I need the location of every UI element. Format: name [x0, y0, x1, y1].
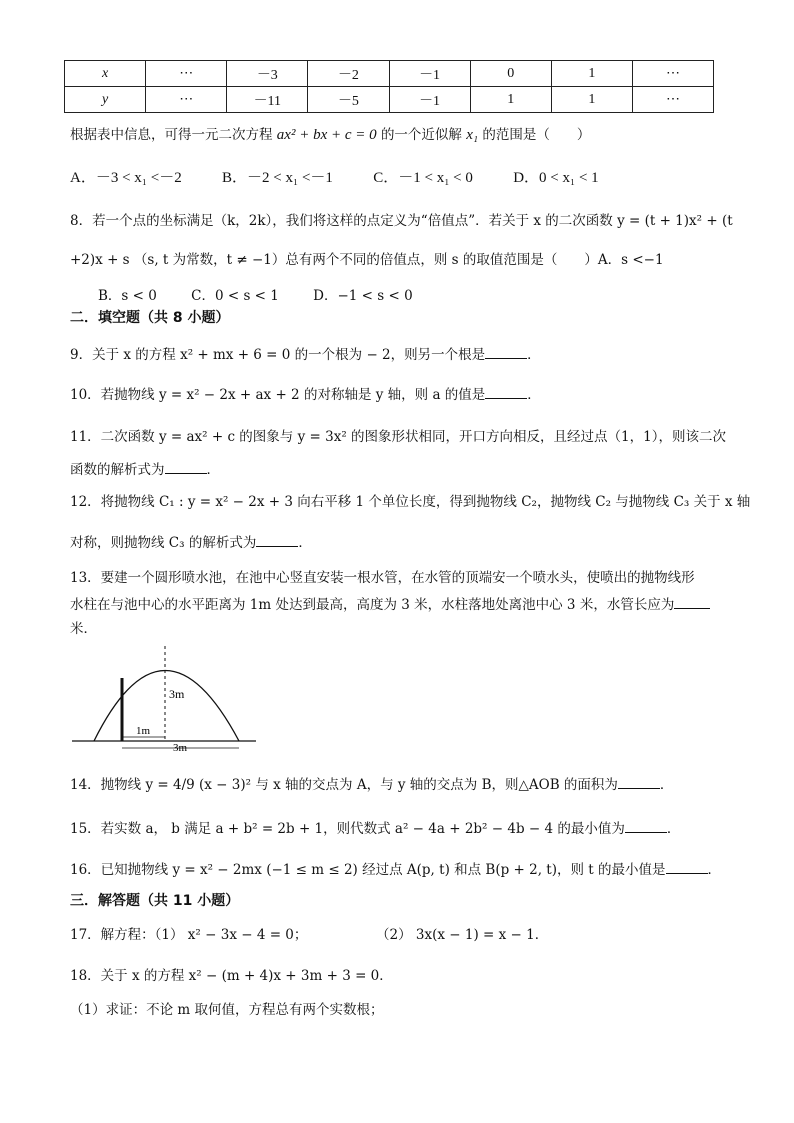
- height-label: 3m: [169, 687, 185, 701]
- section-heading: 二．填空题（共 8 小题）: [70, 310, 230, 326]
- q12-line1: 12．将抛物线 C₁ : y = x² − 2x + 3 向右平移 1 个单位长度，得到抛物线 C₂，抛物线 C₂ 与抛物线 C₃ 关于 x 轴: [70, 494, 751, 510]
- q15: 15．若实数 a， b 满足 a + b² = 2b + 1，则代数式 a² − 4a + 2b² − 4b − 4 的最小值为 ．: [70, 821, 681, 837]
- table-cell: ⋯: [632, 87, 713, 113]
- table-cell: 1: [470, 87, 551, 113]
- option-b[interactable]: B．s < 0: [98, 288, 157, 304]
- answer-blank[interactable]: [256, 534, 298, 547]
- q11-line2: 函数的解析式为 ．: [70, 462, 220, 478]
- answer-blank[interactable]: [674, 596, 710, 609]
- q13-line2: 水柱在与池中心的水平距离为 1m 处达到最高，高度为 3 米，水柱落地处离池中心 3 米，水管长应为: [70, 593, 710, 613]
- table-cell: －11: [227, 87, 308, 113]
- distance-3m-label: 3m: [173, 742, 188, 754]
- q11-line1: 11．二次函数 y = ax² + c 的图象与 y = 3x² 的图象形状相同，开口方向相反，且经过点（1，1），则该二次: [70, 429, 726, 445]
- table-cell: 1: [551, 87, 632, 113]
- q18-stem: 18．关于 x 的方程 x² − (m + 4)x + 3m + 3 = 0．: [70, 968, 393, 984]
- fountain-figure: [70, 640, 260, 755]
- table-cell: ⋯: [146, 87, 227, 113]
- parabola-curve: [94, 671, 239, 742]
- option-d[interactable]: D．0 < x₁ < 1: [513, 170, 599, 186]
- table-cell: －3: [227, 61, 308, 87]
- xy-table: [64, 60, 714, 113]
- option-d[interactable]: D．−1 < s < 0: [313, 288, 413, 304]
- q7-options: [70, 166, 629, 187]
- table-cell: －1: [389, 87, 470, 113]
- q8-line1: 8．若一个点的坐标满足（k，2k），我们将这样的点定义为“倍值点”．若关于 x 的二次函数 y = (t + 1)x² + (t: [70, 213, 733, 229]
- table-cell: ⋯: [632, 61, 713, 87]
- table-row: [65, 87, 714, 113]
- table-cell: ⋯: [146, 61, 227, 87]
- q13-line3: 米．: [70, 621, 97, 637]
- q17: 17．解方程：（1） x² − 3x − 4 = 0； （2） 3x(x − 1) = x − 1．: [70, 927, 549, 943]
- table-cell: y: [65, 87, 146, 113]
- option-c[interactable]: C．－1 < x₁ < 0: [373, 170, 473, 186]
- table-row: [65, 61, 714, 87]
- answer-blank[interactable]: [625, 820, 667, 833]
- answer-blank[interactable]: [485, 346, 527, 359]
- option-c[interactable]: C．0 < s < 1: [191, 288, 279, 304]
- q16: 16．已知抛物线 y = x² − 2mx (−1 ≤ m ≤ 2) 经过点 A(p, t) 和点 B(p + 2, t)，则 t 的最小值是 ．: [70, 862, 722, 878]
- table-cell: 0: [470, 61, 551, 87]
- table-cell: －1: [389, 61, 470, 87]
- q7-stem: 根据表中信息，可得一元二次方程 ax² + bx + c = 0 的一个近似解 x₁ 的范围是（ ）: [70, 127, 591, 143]
- answer-blank[interactable]: [165, 461, 207, 474]
- q9: 9．关于 x 的方程 x² + mx + 6 = 0 的一个根为 − 2，则另一个根是 ．: [70, 347, 541, 363]
- table-cell: 1: [551, 61, 632, 87]
- q10: 10．若抛物线 y = x² − 2x + ax + 2 的对称轴是 y 轴，则 a 的值是 ．: [70, 387, 541, 403]
- option-b[interactable]: B．－2 < x₁ <－1: [222, 170, 333, 186]
- section-heading: 三．解答题（共 11 小题）: [70, 893, 240, 909]
- answer-blank[interactable]: [666, 861, 708, 874]
- distance-1m-label: 1m: [136, 725, 151, 737]
- q12-line2: 对称，则抛物线 C₃ 的解析式为 ．: [70, 535, 312, 551]
- table-cell: x: [65, 61, 146, 87]
- q18-part1: （1）求证：不论 m 取何值，方程总有两个实数根；: [70, 1002, 384, 1018]
- table-cell: －2: [308, 61, 389, 87]
- q8-line2: +2)x + s （s, t 为常数，t ≠ −1）总有两个不同的倍值点，则 s 的取值范围是（ ）A．s <−1: [70, 252, 664, 268]
- answer-blank[interactable]: [618, 776, 660, 789]
- q13-line1: 13．要建一个圆形喷水池，在池中心竖直安装一根水管，在水管的顶端安一个喷水头，使喷出的抛物线形: [70, 570, 695, 586]
- table-cell: －5: [308, 87, 389, 113]
- q14: 14．抛物线 y = 4/9 (x − 3)² 与 x 轴的交点为 A，与 y 轴的交点为 B，则△AOB 的面积为 ．: [70, 777, 674, 793]
- q8-options: [98, 284, 443, 304]
- option-a[interactable]: A．－3 < x₁ <－2: [70, 170, 182, 186]
- answer-blank[interactable]: [485, 386, 527, 399]
